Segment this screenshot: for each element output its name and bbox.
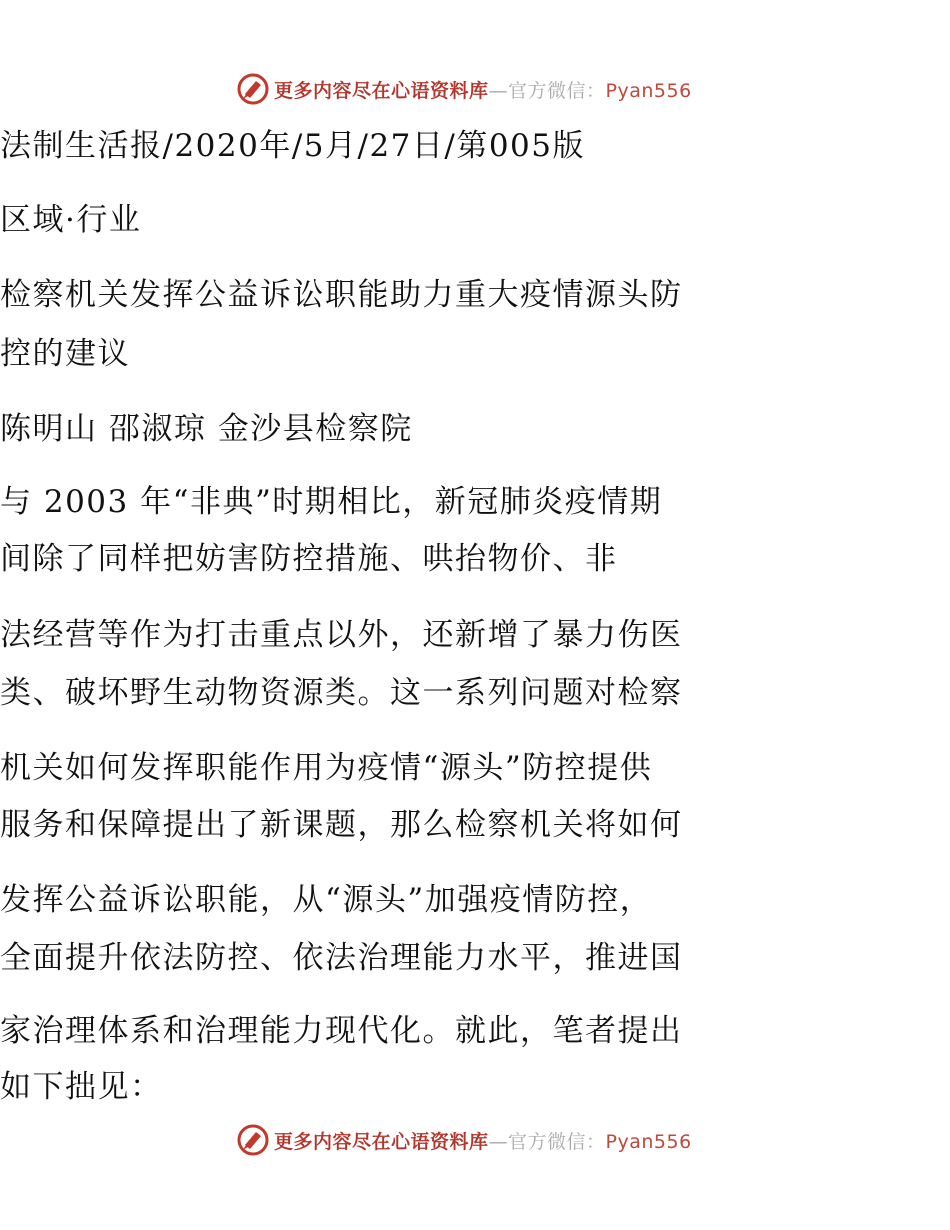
watermark-footer	[236, 1123, 692, 1157]
logo-icon	[236, 72, 270, 106]
title-line-2: 控的建议	[0, 336, 130, 372]
source-line: 法制生活报/2020年/5月/27日/第005版	[0, 128, 586, 164]
body-line: 服务和保障提出了新课题，那么检察机关将如何	[0, 807, 683, 843]
body-line: 发挥公益诉讼职能，从“源头”加强疫情防控，	[0, 882, 653, 918]
section-line: 区域·行业	[0, 202, 142, 238]
body-line: 如下拙见：	[0, 1069, 163, 1105]
body-line: 法经营等作为打击重点以外，还新增了暴力伤医	[0, 617, 683, 653]
watermark-text: 更多内容尽在心语资料库—官方微信：Pyan556	[274, 79, 692, 102]
watermark-text: 更多内容尽在心语资料库—官方微信：Pyan556	[274, 1130, 692, 1153]
body-line: 家治理体系和治理能力现代化。就此，笔者提出	[0, 1013, 683, 1049]
title-line-1: 检察机关发挥公益诉讼职能助力重大疫情源头防	[0, 277, 683, 313]
watermark-header	[236, 72, 692, 106]
author-line: 陈明山 邵淑琼 金沙县检察院	[0, 411, 413, 447]
body-line: 全面提升依法防控、依法治理能力水平，推进国	[0, 940, 683, 976]
body-line: 与 2003 年“非典”时期相比，新冠肺炎疫情期	[0, 484, 663, 520]
body-line: 机关如何发挥职能作用为疫情“源头”防控提供	[0, 750, 653, 786]
logo-icon	[236, 1123, 270, 1157]
body-line: 类、破坏野生动物资源类。这一系列问题对检察	[0, 675, 683, 711]
body-line: 间除了同样把妨害防控措施、哄抬物价、非	[0, 541, 618, 577]
